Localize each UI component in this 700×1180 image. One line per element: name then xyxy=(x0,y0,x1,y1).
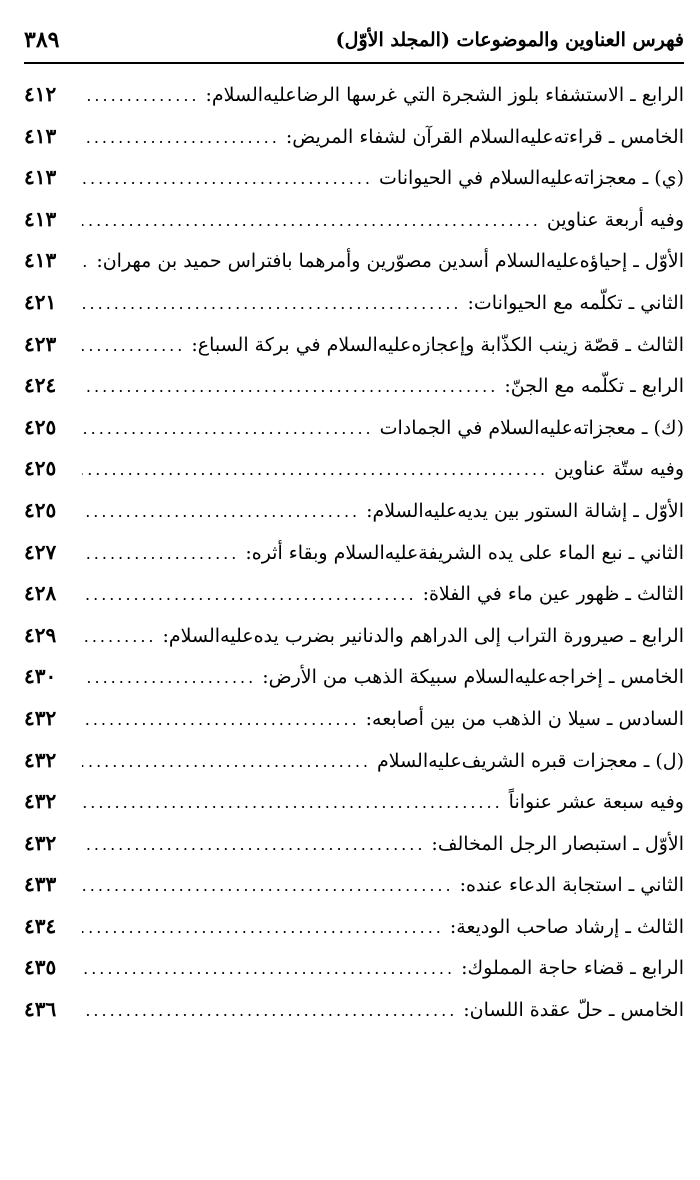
toc-entry xyxy=(24,407,684,449)
dot-leader xyxy=(82,907,444,948)
toc-entry xyxy=(24,448,684,490)
dot-leader xyxy=(82,449,548,490)
toc-entry xyxy=(24,989,684,1031)
dot-leader xyxy=(82,158,373,199)
toc-entry xyxy=(24,823,684,865)
toc-entry-title: الخامس ـ حلّ عقدة اللسان: xyxy=(463,999,684,1022)
dot-leader xyxy=(82,366,498,407)
toc-entry-page: ٤١٣ xyxy=(24,165,57,190)
dot-leader xyxy=(82,574,417,615)
toc-entry xyxy=(24,656,684,698)
dot-leader xyxy=(82,824,425,865)
toc-entry-page: ٤١٢ xyxy=(24,82,57,106)
toc-entry xyxy=(24,199,684,241)
toc-entry-title: الخامس ـ قراءته‌عليه‌السلام القرآن لشفاء المريض: xyxy=(285,125,684,148)
toc-entry-page: ٤٣٥ xyxy=(24,955,57,980)
toc-entry-page: ٤٢٩ xyxy=(24,622,57,647)
toc-entry-page: ٤٣٣ xyxy=(24,872,57,897)
toc-entry-title: الثالث ـ إرشاد صاحب الوديعة: xyxy=(449,915,684,938)
dot-leader xyxy=(82,657,256,698)
toc-entry-title: السادس ـ سيلا ن الذهب من بين أصابعه: xyxy=(365,707,684,730)
dot-leader xyxy=(82,533,239,574)
toc-entry xyxy=(24,573,684,615)
toc-entry-page: ٤٢٥ xyxy=(24,497,57,522)
toc-entry-page: ٤٣٢ xyxy=(24,789,57,814)
dot-leader xyxy=(82,948,455,989)
toc-entry-page: ٤٣٢ xyxy=(24,830,57,855)
toc-entry xyxy=(24,864,684,906)
toc-entry-title: الثاني ـ استجابة الدعاء عنده: xyxy=(459,874,684,897)
toc-entry-page: ٤١٣ xyxy=(24,206,57,231)
toc-entry xyxy=(24,615,684,657)
toc-entry xyxy=(24,698,684,740)
toc-entry-page: ٤٣٦ xyxy=(24,997,57,1022)
toc-entry-title: (ي) ـ معجزاته‌عليه‌السلام في الحيوانات xyxy=(379,167,684,190)
document-page xyxy=(24,0,684,1180)
dot-leader xyxy=(82,491,360,532)
toc-entry-title: الرابع ـ قضاء حاجة المملوك: xyxy=(461,957,684,980)
toc-entry-page: ٤٢٨ xyxy=(24,581,57,606)
toc-entry-title: الثالث ـ قصّة زينب الكذّابة وإعجازه‌عليه‌السلام في بركة السباع: xyxy=(191,333,684,356)
toc-entry-title: (ل) ـ معجزات قبره الشريف‌عليه‌السلام xyxy=(377,749,684,772)
toc-entry-page: ٤٢٣ xyxy=(24,331,57,356)
header-page-number: ٣٨٩ xyxy=(24,27,60,53)
dot-leader xyxy=(82,283,462,324)
toc-entry-title: الأوّل ـ إشالة الستور بين يديه‌عليه‌السلام: xyxy=(366,499,684,522)
toc-entry-title: الرابع ـ الاستشفاء بلوز الشجرة التي غرسها الرضاعليه‌السلام: xyxy=(205,84,684,106)
toc-entry-title: الثاني ـ نبع الماء على يده الشريفةعليه‌السلام وبقاء أثره: xyxy=(245,541,684,564)
toc-entry-title: الرابع ـ صيرورة التراب إلى الدراهم والدنانير بضرب يده‌عليه‌السلام: xyxy=(162,624,684,647)
toc-entry xyxy=(24,240,684,282)
toc-entry-page: ٤٢٥ xyxy=(24,456,57,481)
toc-entry xyxy=(24,906,684,948)
toc-entry-title: الثاني ـ تكلّمه مع الحيوانات: xyxy=(467,291,684,314)
toc-entry-title: الأوّل ـ استبصار الرجل المخالف: xyxy=(431,832,684,855)
toc-entry xyxy=(24,324,684,366)
toc-entry-page: ٤٣٢ xyxy=(24,747,57,772)
dot-leader xyxy=(82,741,371,782)
dot-leader xyxy=(82,75,200,116)
toc-entry xyxy=(24,282,684,324)
toc-entry-page: ٤٣٠ xyxy=(24,664,57,689)
toc-entry xyxy=(24,532,684,574)
toc-entry-page: ٤٢٤ xyxy=(24,373,57,398)
toc-entry-title: الأوّل ـ إحياؤه‌عليه‌السلام أسدين مصوّرين وأمرهما بافتراس حميد بن مهران: xyxy=(96,250,684,273)
toc-entry xyxy=(24,116,684,158)
dot-leader xyxy=(82,241,90,282)
toc-entry xyxy=(24,947,684,989)
toc-entry-title: وفيه سبعة عشر عنواناً xyxy=(508,791,684,814)
toc-entry-title: (ك) ـ معجزاته‌عليه‌السلام في الجمادات xyxy=(379,416,684,439)
toc-entry-page: ٤٣٢ xyxy=(24,705,57,730)
dot-leader xyxy=(82,782,503,823)
toc-entry xyxy=(24,781,684,823)
table-of-contents xyxy=(24,74,684,1031)
toc-entry-page: ٤٢٧ xyxy=(24,539,57,564)
dot-leader xyxy=(82,865,454,906)
toc-entry xyxy=(24,740,684,782)
toc-entry xyxy=(24,157,684,199)
dot-leader xyxy=(82,408,374,449)
dot-leader xyxy=(82,200,541,241)
toc-entry-title: وفيه أربعة عناوين xyxy=(546,208,684,231)
toc-entry xyxy=(24,365,684,407)
header-divider xyxy=(24,62,684,64)
toc-entry-title: الخامس ـ إخراجه‌عليه‌السلام سبيكة الذهب من الأرض: xyxy=(262,666,684,689)
toc-entry-page: ٤٣٤ xyxy=(24,913,57,938)
toc-entry xyxy=(24,490,684,532)
dot-leader xyxy=(82,117,280,158)
toc-entry-title: الرابع ـ تكلّمه مع الجنّ: xyxy=(504,375,684,398)
toc-entry-page: ٤١٣ xyxy=(24,123,57,148)
toc-entry-title: وفيه ستّة عناوين xyxy=(554,458,684,481)
running-header xyxy=(24,20,684,60)
toc-entry xyxy=(24,74,684,116)
toc-entry-page: ٤٢٥ xyxy=(24,414,57,439)
dot-leader xyxy=(82,325,185,366)
dot-leader xyxy=(82,616,157,657)
dot-leader xyxy=(82,990,457,1031)
header-title: فهرس العناوين والموضوعات (المجلد الأوّل) xyxy=(335,29,684,51)
dot-leader xyxy=(82,699,360,740)
toc-entry-page: ٤٢١ xyxy=(24,289,57,314)
toc-entry-page: ٤١٣ xyxy=(24,248,57,273)
toc-entry-title: الثالث ـ ظهور عين ماء في الفلاة: xyxy=(422,583,684,606)
